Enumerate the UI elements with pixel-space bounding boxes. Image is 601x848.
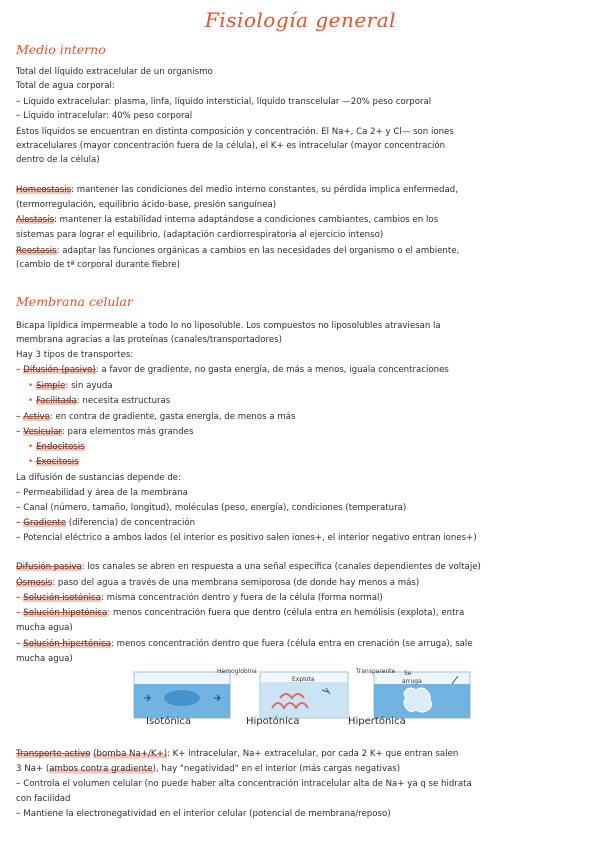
dash-bullet: – (16, 518, 21, 528)
definition: : en contra de gradiente, gasta energía, de menos a más (49, 412, 296, 422)
definition: : paso del agua a través de una membrana semiporosa (de donde hay menos a más) (52, 578, 420, 588)
definition-difusion-pasiva (16, 561, 585, 573)
text-line: (cambio de tª corporal durante fiebre) (16, 260, 180, 270)
text-line: Total de agua corporal: (16, 81, 115, 91)
term: Homeostasis (16, 185, 72, 195)
term: Solución hipotónica (23, 608, 108, 618)
term: Transporte activo (16, 749, 91, 759)
definition: : necesita estructuras (76, 396, 171, 406)
list-item (16, 411, 585, 423)
dash-bullet: – (16, 608, 21, 618)
dash-bullet: – (16, 503, 21, 513)
text-line: La difusión de sustancias depende de: (16, 473, 181, 483)
text: ), hay "negatividad" en el interior (más cargas negativas) (152, 764, 401, 774)
list-item (16, 592, 585, 604)
list-item (16, 426, 585, 438)
text-line: Hay 3 tipos de transportes: (16, 350, 134, 360)
label-hipertonica: Hipertónica (348, 716, 406, 727)
term: Ósmosis (16, 578, 53, 588)
definition-transporte-activo (16, 748, 585, 760)
dash-bullet: – (16, 488, 21, 498)
term: Exocitosis (36, 457, 79, 467)
definition-osmosis (16, 577, 585, 589)
beaker-isotonic (134, 672, 230, 718)
term: Simple (36, 381, 66, 391)
text: Líquido intracelular: 40% peso corporal (23, 111, 193, 121)
text-line: mucha agua) (16, 654, 73, 664)
heading-membrana-celular: Membrana celular (16, 294, 133, 309)
note-hemoglobina: Hemoglobina (217, 668, 257, 675)
text-line: con facilidad (16, 794, 71, 804)
text-line: dentro de la célula) (16, 155, 100, 165)
term: Facilitada (36, 396, 77, 406)
dot-bullet: • (28, 396, 34, 406)
dot-bullet: • (28, 442, 34, 452)
definition: : adaptar las funciones orgánicas a cambios en las necesidades del organismo o el ambiente, (56, 246, 460, 256)
dash-bullet: – (16, 779, 21, 789)
dash-bullet: – (16, 412, 21, 422)
term: Gradiente (23, 518, 66, 528)
definition: : sin ayuda (65, 381, 113, 391)
text-line: mucha agua) (16, 623, 73, 633)
list-item (28, 441, 585, 453)
note-transparente: Transparente (356, 668, 396, 675)
text: Canal (número, tamaño, longitud), moléculas (peso, energía), condiciones (temperatura) (23, 503, 407, 513)
term: Alostasis (16, 215, 54, 225)
beaker-hypertonic (374, 672, 470, 718)
dash-bullet: – (16, 97, 21, 107)
text: 3 Na+ ( (16, 764, 50, 774)
definition: : a favor de gradiente, no gasta energía, de más a menos, iguala concentraciones (95, 365, 449, 375)
definition: : K+ intracelular, Na+ extracelular, por cada 2 K+ que entran salen (167, 749, 459, 759)
label-isotonica: Isotónica (146, 716, 192, 727)
term: Difusión (pasivo) (23, 365, 96, 375)
text-line: membrana agracias a las proteínas (canales/transportadores) (16, 335, 282, 345)
term-paren: (bomba Na+/K+) (93, 749, 168, 759)
definition: : para elementos más grandes (61, 427, 194, 437)
label-hipotonica: Hipotónica (246, 716, 300, 727)
dash-bullet: – (16, 365, 21, 375)
definition: : menos concentración dentro que fuera (célula entra en crenación (se arruga), sale (110, 639, 473, 649)
list-item (16, 502, 585, 514)
text: Potencial eléctrico a ambos lados (el interior es positivo salen iones+, el interior negativo entran iones+) (23, 533, 477, 543)
dash-bullet: – (16, 533, 21, 543)
list-item (28, 380, 585, 392)
text: Líquido extracelular: plasma, linfa, líquido intersticial, líquido transcelular —20% peso corporal (23, 97, 432, 107)
term: Activo (23, 412, 50, 422)
list-item (16, 96, 585, 108)
page-title: Fisiología general (204, 8, 397, 32)
list-item (16, 778, 585, 790)
definition: : los canales se abren en respuesta a una señal específica (canales dependientes de voltaje) (81, 562, 481, 572)
text-line (16, 763, 585, 775)
definition: : mantener las condiciones del medio interno constantes, su pérdida implica enfermedad, (71, 185, 458, 195)
dash-bullet: – (16, 639, 21, 649)
term: Difusión pasiva (16, 562, 82, 572)
list-item (16, 110, 585, 122)
term: Solución isotónica (23, 593, 101, 603)
term: Reostasis (16, 246, 57, 256)
list-item (16, 364, 585, 376)
list-item (16, 638, 585, 650)
text-line: Bicapa lipídica impermeable a todo lo no liposoluble. Los compuestos no liposolubles atraviesan la (16, 321, 441, 331)
text-line: extracelulares (mayor concentración fuera de la célula), el K+ es intracelular (mayor concentración (16, 141, 446, 151)
term: Solución hipertónica (23, 639, 111, 649)
dash-bullet: – (16, 427, 21, 437)
list-item (16, 808, 585, 820)
dot-bullet: • (28, 457, 34, 467)
definition: : menos concentración fuera que dentro (célula entra en hemólisis (explota), entra (107, 608, 465, 618)
dot-bullet: • (28, 381, 34, 391)
definition-alostasis (16, 214, 585, 226)
list-item (16, 532, 585, 544)
heading-medio-interno: Medio interno (16, 42, 106, 57)
text-line: (termorregulación, equilibrio ácido-base, presión sanguínea) (16, 200, 277, 210)
text-line: Estos líquidos se encuentran en distinta composición y concentración. El Na+, Ca 2+ y Cl— son iones (16, 127, 454, 137)
note-explota: Explota (292, 676, 315, 683)
definition: : mantener la estabilidad interna adaptándose a condiciones cambiantes, cambios en los (53, 215, 439, 225)
dash-bullet: – (16, 593, 21, 603)
list-item (28, 395, 585, 407)
definition: : misma concentración dentro y fuera de la célula (forma normal) (100, 593, 383, 603)
text: Controla el volumen celular (no puede haber alta concentración intracelular alta de Na+ ya q se hidrata (23, 779, 472, 789)
term: Vesicular (23, 427, 62, 437)
definition-reostasis (16, 245, 585, 257)
dash-bullet: – (16, 111, 21, 121)
term: Endocitosis (36, 442, 85, 452)
list-item (16, 487, 585, 499)
text-line: Total del líquido extracelular de un organismo (16, 67, 213, 77)
highlight: ambos contra gradiente (49, 764, 153, 774)
text: Permeabilidad y área de la membrana (23, 488, 188, 498)
definition: (diferencia) de concentración (66, 518, 196, 528)
list-item (16, 517, 585, 529)
list-item (16, 607, 585, 619)
dash-bullet: – (16, 809, 21, 819)
text-line: sistemas para lograr el equilibrio, (adaptación cardiorrespiratoria al ejercicio intenso) (16, 230, 384, 240)
note-se: Se (404, 670, 412, 677)
note-arruga: arruga (402, 678, 422, 685)
text: Mantiene la electronegatividad en el interior celular (potencial de membrana/reposo) (23, 809, 391, 819)
definition-homeostasis (16, 184, 585, 196)
list-item (28, 456, 585, 468)
